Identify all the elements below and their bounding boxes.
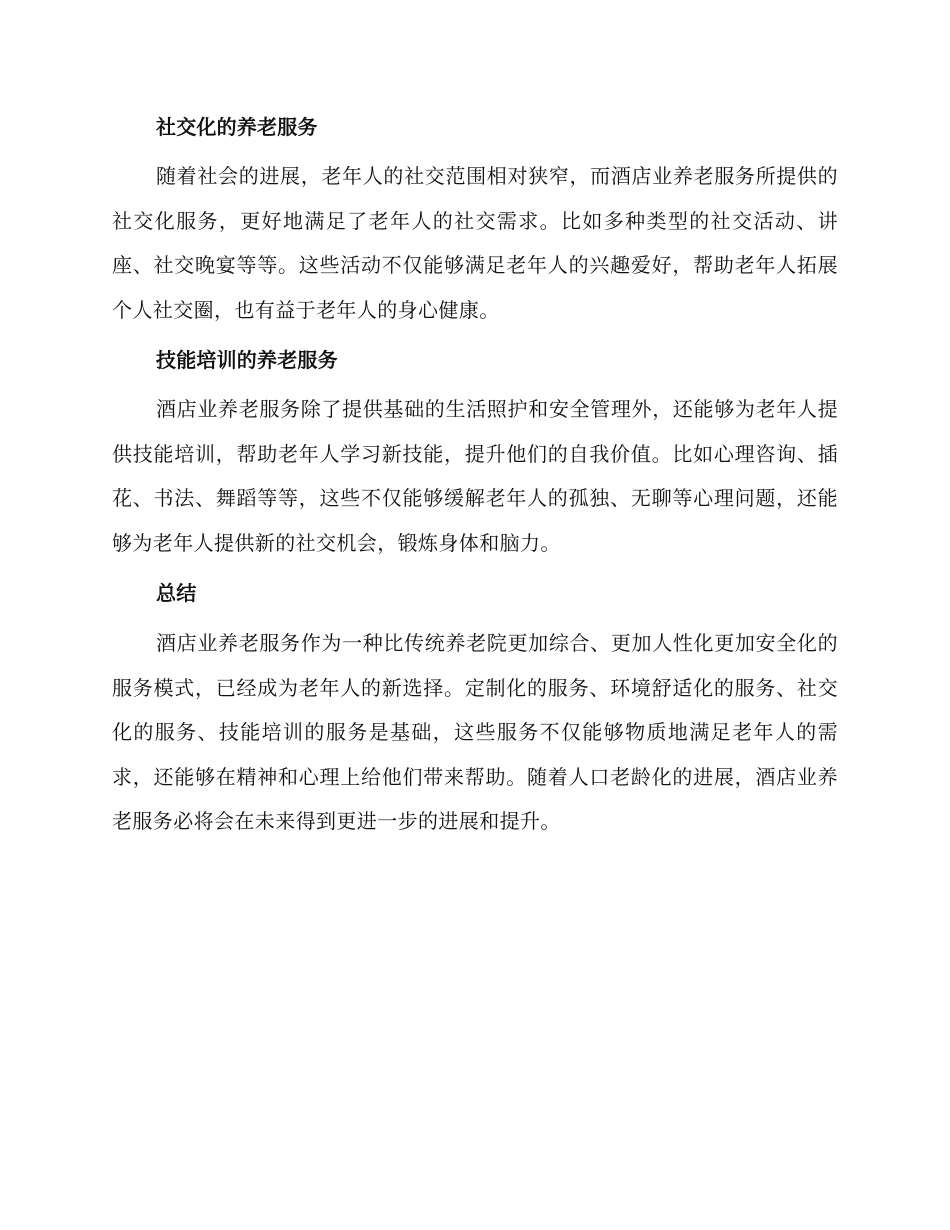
section-paragraph-social: 随着社会的进展，老年人的社交范围相对狭窄，而酒店业养老服务所提供的社交化服务，更好地满足了老年人的社交需求。比如多种类型的社交活动、讲座、社交晚宴等等。这些活动不仅能够满足老年人的兴趣爱好，帮助老年人拓展个人社交圈，也有益于老年人的身心健康。 (112, 164, 838, 322)
section-paragraph-skills-training: 酒店业养老服务除了提供基础的生活照护和安全管理外，还能够为老年人提供技能培训，帮助老年人学习新技能，提升他们的自我价值。比如心理咨询、插花、书法、舞蹈等等，这些不仅能够缓解老年人的孤独、无聊等心理问题，还能够为老年人提供新的社交机会，锻炼身体和脑力。 (112, 397, 838, 555)
section-paragraph-summary: 酒店业养老服务作为一种比传统养老院更加综合、更加人性化更加安全化的服务模式，已经成为老年人的新选择。定制化的服务、环境舒适化的服务、社交化的服务、技能培训的服务是基础，这些服务不仅能够物质地满足老年人的需求，还能够在精神和心理上给他们带来帮助。随着人口老龄化的进展，酒店业养老服务必将会在未来得到更进一步的进展和提升。 (112, 631, 838, 833)
section-heading-social: 社交化的养老服务 (156, 115, 318, 139)
section-heading-summary: 总结 (156, 581, 197, 605)
section-heading-skills-training: 技能培训的养老服务 (156, 348, 338, 372)
